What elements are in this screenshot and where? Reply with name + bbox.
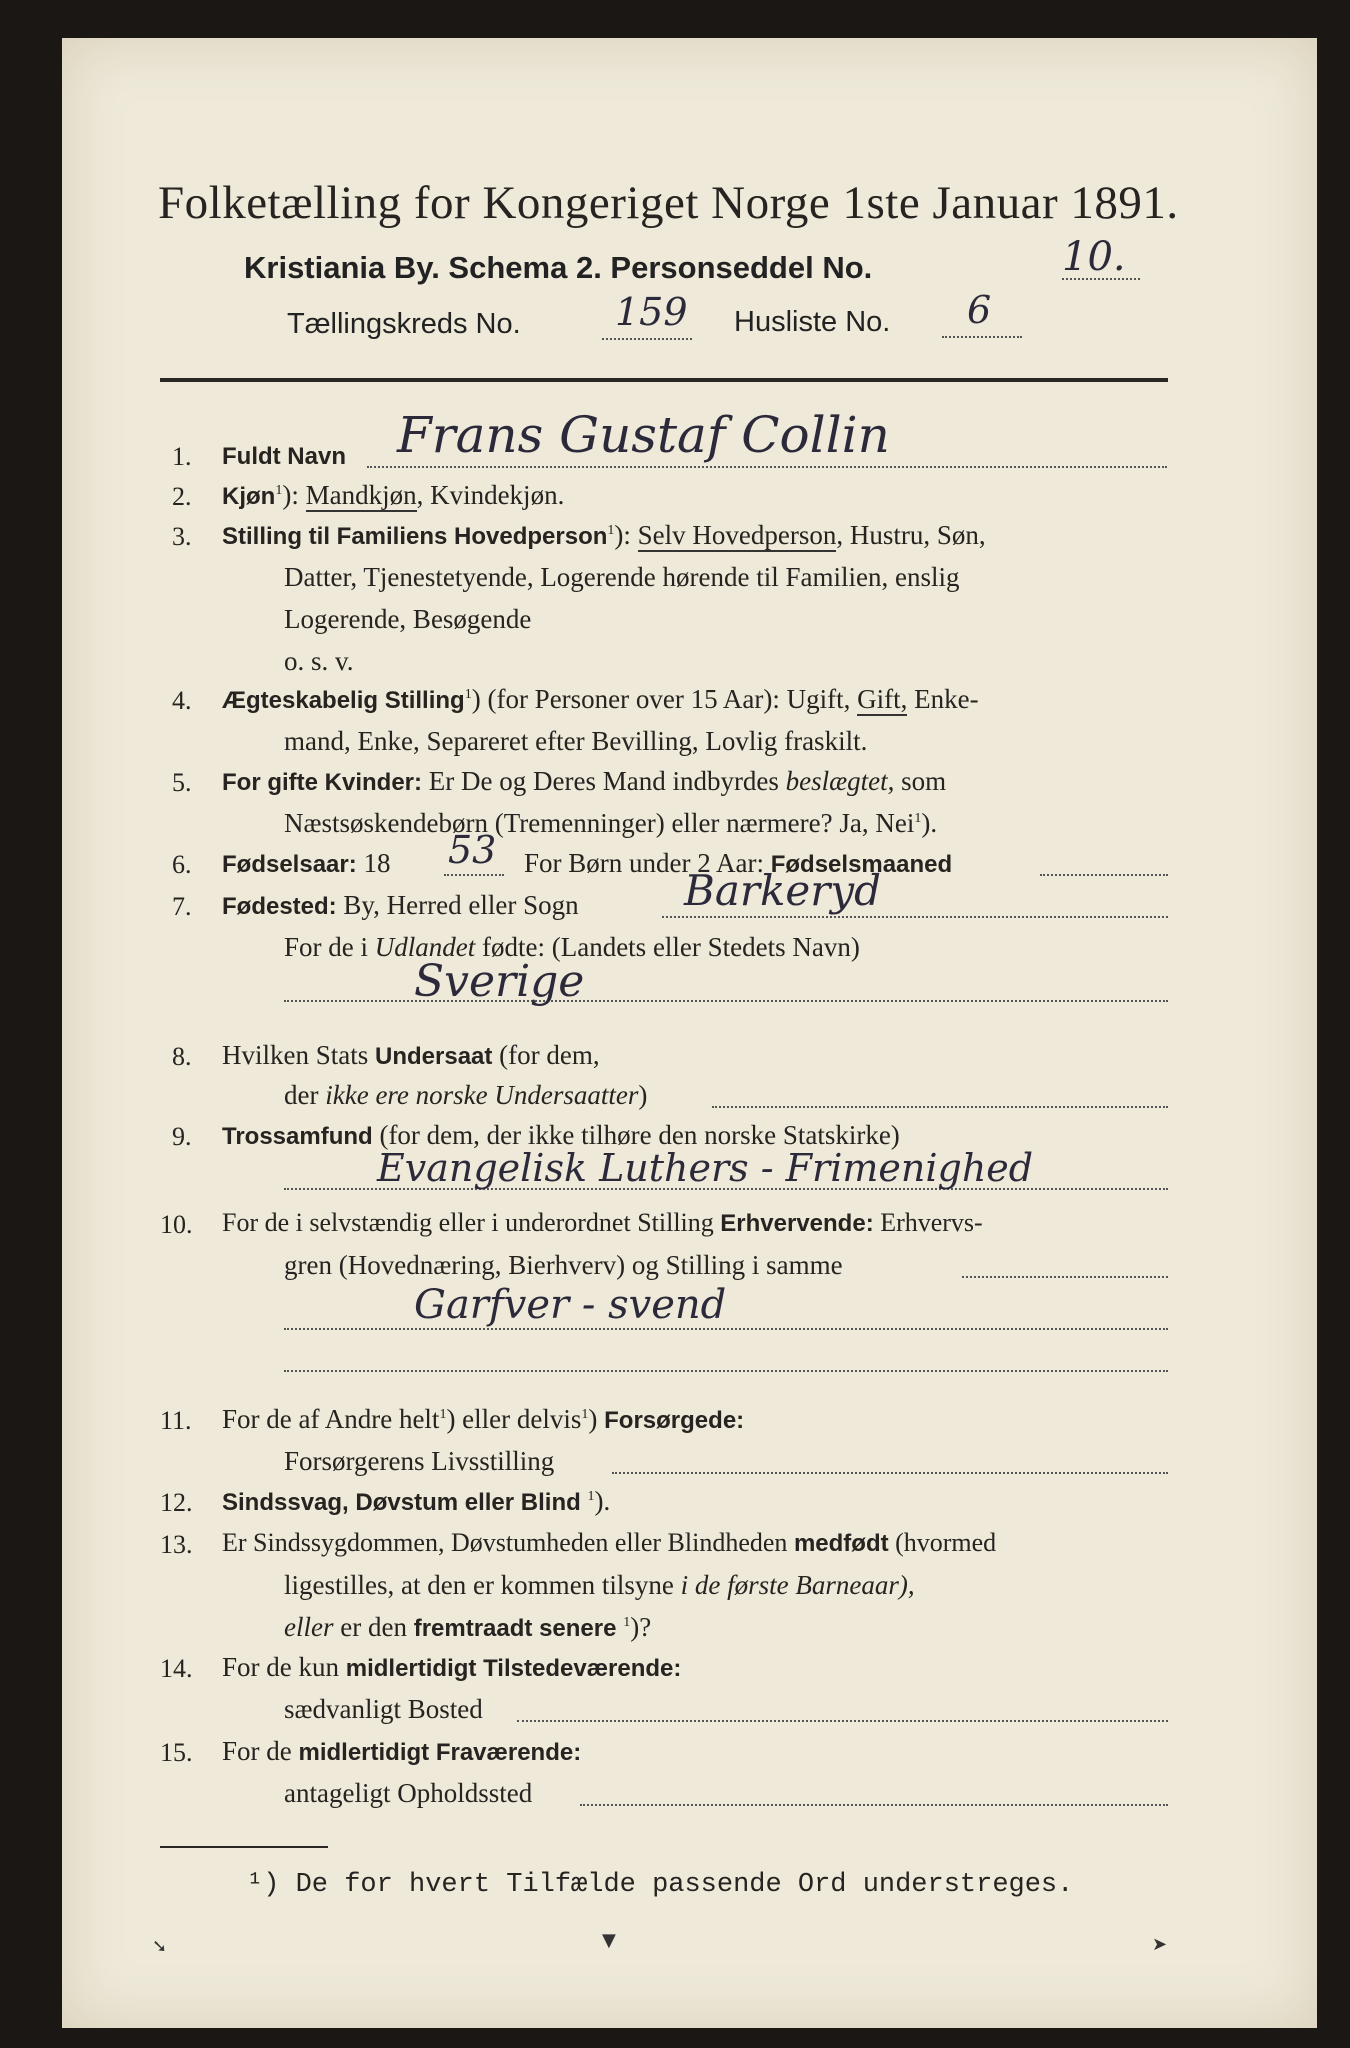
husliste-label: Husliste No. [734,306,891,338]
q3-line2: Datter, Tjenestetyende, Logerende hørende til Familien, enslig [284,562,960,592]
registration-mark-left: ➘ [152,1936,168,1957]
q8-line2: der ikke ere norske Undersaatter) [284,1080,648,1110]
answer-religion: Evangelisk Luthers - Frimenighed [377,1146,1034,1190]
q7-line1: Fødested: By, Herred eller Sogn [222,890,579,920]
form-title: Folketælling for Kongeriget Norge 1ste Januar 1891. [158,177,1179,229]
q3-line1: Stilling til Familiens Hovedperson$^1$): Selv Hovedperson, Hustru, Søn, [222,520,986,550]
q2-line: Kjøn$^1$): Mandkjøn, Kvindekjøn. [222,480,565,510]
q2-selected-option: Mandkjøn [305,480,417,510]
q13-line2: ligestilles, at den er kommen tilsyne i de første Barneaar), [284,1570,915,1600]
q8-dots [712,1106,1168,1108]
q10-line2: gren (Hovednæring, Bierhverv) og Stilling i samme [284,1250,843,1280]
item-number: 6. [172,850,192,879]
schema-line: Kristiania By. Schema 2. Personseddel No. [244,250,873,285]
registration-mark-right: ➤ [1152,1934,1168,1955]
q5-line2: Næstsøskendebørn (Tremenninger) eller nærmere? Ja, Nei$^1$). [284,808,938,838]
q10-dots1 [962,1276,1168,1278]
q7-place-dots [662,916,1168,918]
item-number: 8. [172,1042,192,1071]
q1-dots [367,466,1167,468]
registration-mark-center: ▼ [602,1930,616,1951]
q3-selected-option: Selv Hovedperson [637,520,837,550]
q12-line: Sindssvag, Døvstum eller Blind $^1$). [222,1486,611,1516]
item-number: 7. [172,892,192,921]
q6-year-dots [444,874,504,876]
q6-text: For Børn under 2 Aar: Fødselsmaaned [524,848,953,878]
q5-line1: For gifte Kvinder: Er De og Deres Mand indbyrdes beslægtet, som [222,766,947,796]
q4-selected-option: Gift, [857,684,908,714]
item-number: 10. [160,1210,193,1239]
personseddel-dots [1062,278,1140,280]
header-rule [160,378,1168,382]
item-number: 12. [160,1488,193,1517]
item-number: 3. [172,522,192,551]
item-number: 9. [172,1122,192,1151]
q13-line1: Er Sindssygdommen, Døvstumheden eller Blindheden medfødt (hvormed [222,1528,997,1557]
personseddel-number: 10. [1062,234,1126,280]
item-number: 13. [160,1530,193,1559]
taellingskreds-label: Tællingskreds No. [287,308,521,340]
q4-line1: Ægteskabelig Stilling$^1$) (for Personer over 15 Aar): Ugift, Gift, Enke- [222,684,979,714]
q6-month-dots [1040,874,1168,876]
q3-line4: o. s. v. [284,646,354,676]
q14-line2: sædvanligt Bosted [284,1694,483,1724]
item-number: 2. [172,482,192,511]
husliste-dots [942,336,1022,338]
footnote: ¹) De for hvert Tilfælde passende Ord understreges. [247,1870,1074,1900]
answer-full-name: Frans Gustaf Collin [397,406,890,464]
taellingskreds-dots [602,338,692,340]
q14-line1: For de kun midlertidigt Tilstedeværende: [222,1652,682,1682]
q4-line2: mand, Enke, Separeret efter Bevilling, Lovlig fraskilt. [284,726,868,756]
husliste-number: 6 [967,288,992,332]
q8-line1: Hvilken Stats Undersaat (for dem, [222,1040,600,1070]
taellingskreds-number: 159 [615,290,688,334]
census-form [62,38,1317,2028]
q1-label: Fuldt Navn [222,443,346,470]
q15-line2: antageligt Opholdssted [284,1778,533,1808]
q11-line2: Forsørgerens Livsstilling [284,1446,555,1476]
q10-line1: For de i selvstændig eller i underordnet Stilling Erhvervende: Erhvervs- [222,1208,983,1237]
item-number: 1. [172,442,192,471]
q14-dots [517,1720,1168,1722]
answer-birthplace: Barkeryd [684,866,881,915]
item-number: 14. [160,1654,193,1683]
answer-occupation: Garfver - svend [414,1282,727,1328]
q9-line1: Trossamfund (for dem, der ikke tilhøre den norske Statskirke) [222,1120,900,1150]
q6-label: Fødselsaar: 18 [222,848,391,878]
answer-birth-year: 53 [448,828,497,872]
item-number: 4. [172,686,192,715]
q15-line1: For de midlertidigt Fraværende: [222,1736,582,1766]
q7-line2: For de i Udlandet fødte: (Landets eller Stedets Navn) [284,932,860,962]
q10-dots2 [284,1328,1168,1330]
footnote-rule [160,1846,328,1848]
q3-line3: Logerende, Besøgende [284,604,532,634]
q13-line3: eller er den fremtraadt senere $^1$)? [284,1612,652,1642]
q11-line1: For de af Andre helt$^1$) eller delvis$^1$) Forsørgede: [222,1404,745,1434]
item-number: 11. [160,1406,192,1435]
item-number: 5. [172,768,192,797]
q11-dots [612,1472,1168,1474]
q10-dots3 [284,1370,1168,1372]
item-number: 15. [160,1738,193,1767]
answer-birth-country: Sverige [414,956,585,1007]
q15-dots [580,1804,1168,1806]
